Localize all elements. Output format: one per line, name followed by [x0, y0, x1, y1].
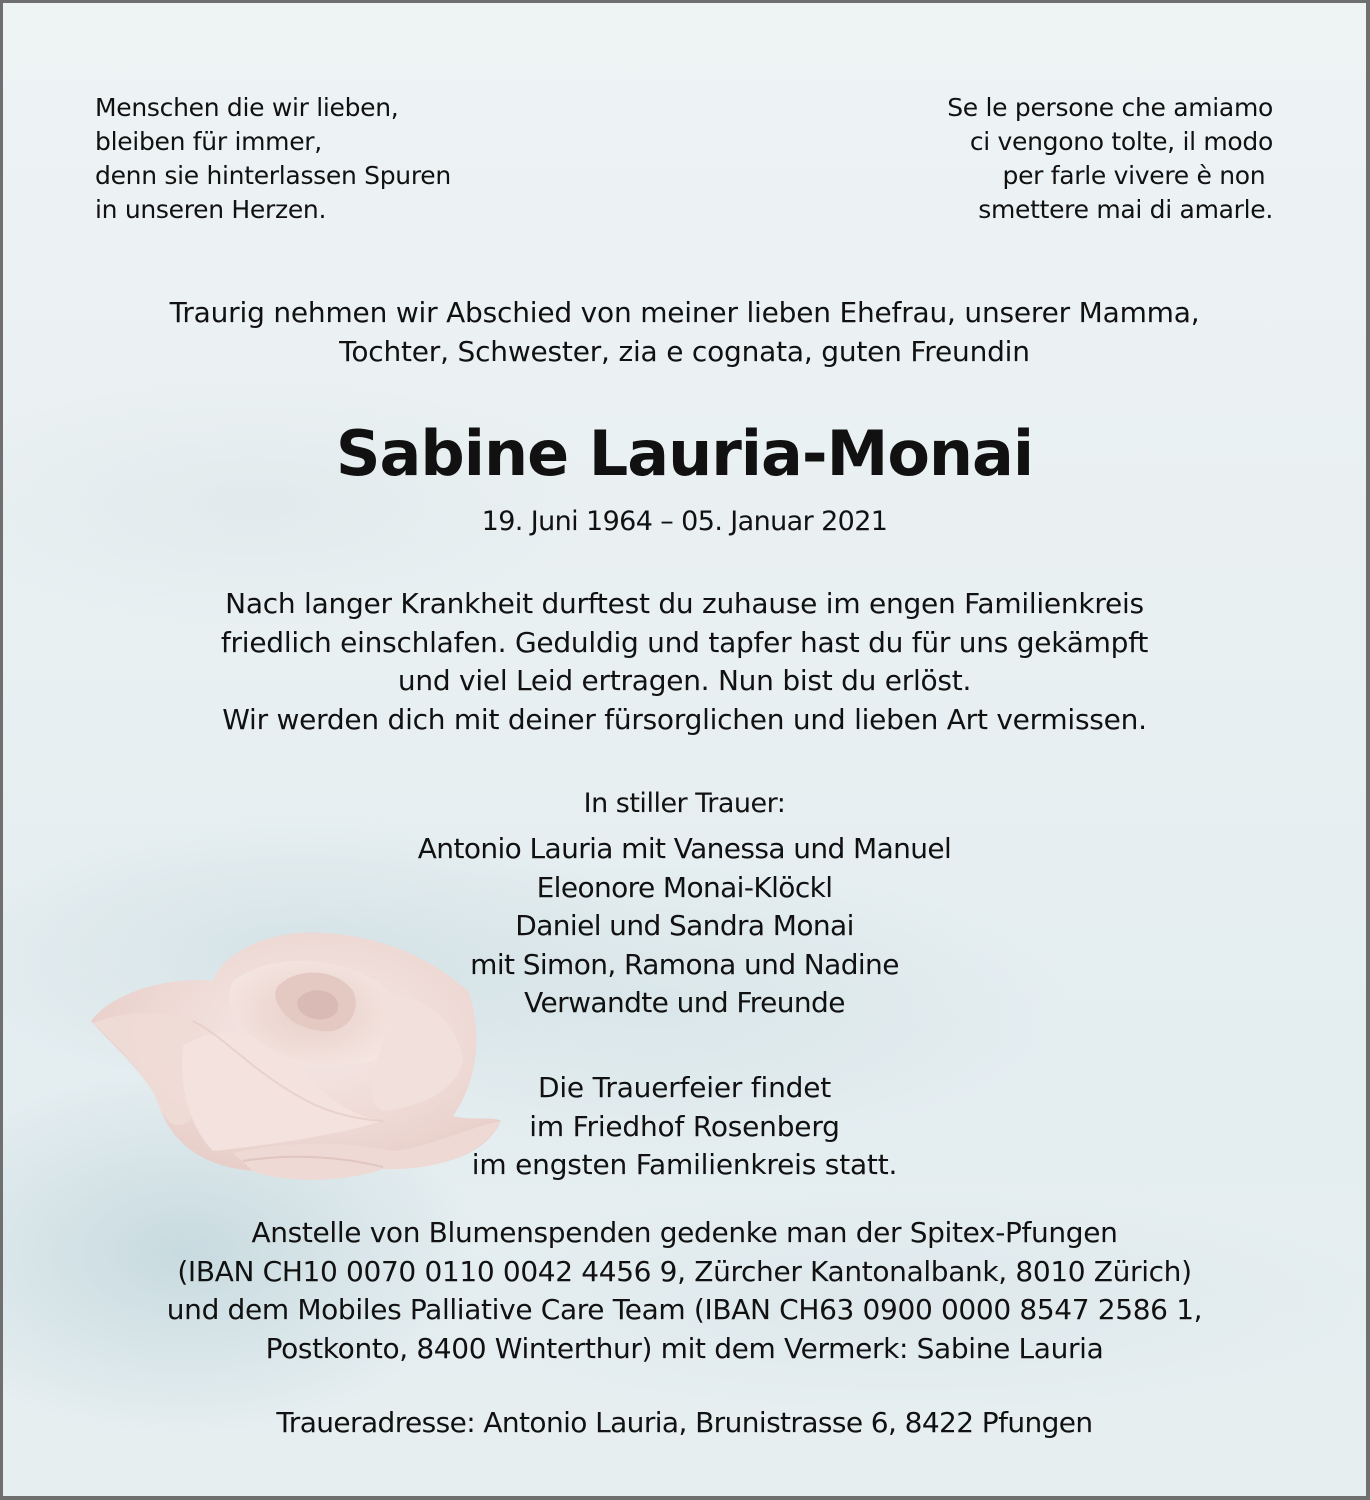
mourner-name: mit Simon, Ramona und Nadine — [470, 947, 899, 981]
german-poem-line: in unseren Herzen. — [95, 195, 327, 224]
farewell-message — [3, 585, 1366, 739]
message-line: und viel Leid ertragen. Nun bist du erlöst. — [397, 664, 972, 697]
ceremony-info — [3, 1069, 1366, 1185]
message-line: Nach langer Krankheit durftest du zuhause im engen Familienkreis — [225, 587, 1144, 620]
ceremony-line: im engsten Familienkreis statt. — [471, 1148, 898, 1181]
ceremony-line: Die Trauerfeier findet — [537, 1071, 832, 1104]
life-dates: 19. Juni 1964 – 05. Januar 2021 — [481, 506, 888, 537]
mourner-name: Verwandte und Freunde — [524, 986, 845, 1019]
donation-info — [3, 1214, 1366, 1368]
obituary-page — [3, 3, 1366, 1496]
deceased-name: Sabine Lauria-Monai — [335, 417, 1034, 490]
donation-line: Postkonto, 8400 Winterthur) mit dem Vermerk: Sabine Lauria — [265, 1331, 1104, 1365]
mourning-label: In stiller Trauer: — [583, 788, 786, 819]
message-line: Wir werden dich mit deiner fürsorglichen und lieben Art vermissen. — [222, 702, 1147, 736]
message-line: friedlich einschlafen. Geduldig und tapfer hast du für uns gekämpft — [220, 625, 1149, 659]
donation-line: (IBAN CH10 0070 0110 0042 4456 9, Zürcher Kantonalbank, 8010 Zürich) — [177, 1254, 1192, 1288]
donation-line: Anstelle von Blumenspenden gedenke man der Spitex-Pfungen — [251, 1216, 1118, 1249]
german-poem-line: Menschen die wir lieben, — [95, 93, 399, 122]
german-poem-line: bleiben für immer, — [95, 127, 322, 156]
mourner-name: Daniel und Sandra Monai — [515, 909, 854, 942]
german-poem — [95, 91, 451, 227]
intro-line: Tochter, Schwester, zia e cognata, guten Freundin — [339, 335, 1030, 368]
mourning-address: Traueradresse: Antonio Lauria, Brunistrasse 6, 8422 Pfungen — [276, 1406, 1093, 1439]
donation-line: und dem Mobiles Palliative Care Team (IBAN CH63 0900 0000 8547 2586 1, — [166, 1293, 1203, 1326]
intro-line: Traurig nehmen wir Abschied von meiner lieben Ehefrau, unserer Mamma, — [169, 296, 1200, 329]
mourner-name: Antonio Lauria mit Vanessa und Manuel — [417, 832, 952, 865]
german-poem-line: denn sie hinterlassen Spuren — [95, 161, 451, 190]
italian-poem — [947, 91, 1273, 227]
intro-text — [3, 293, 1366, 371]
mourners-list — [3, 830, 1366, 1023]
italian-poem-line: smettere mai di amarle. — [978, 195, 1273, 224]
italian-poem-line: per farle vivere è non — [1002, 161, 1273, 190]
italian-poem-line: ci vengono tolte, il modo — [969, 127, 1273, 156]
mourner-name: Eleonore Monai-Klöckl — [536, 870, 833, 904]
ceremony-line: im Friedhof Rosenberg — [529, 1109, 840, 1143]
italian-poem-line: Se le persone che amiamo — [947, 93, 1273, 122]
